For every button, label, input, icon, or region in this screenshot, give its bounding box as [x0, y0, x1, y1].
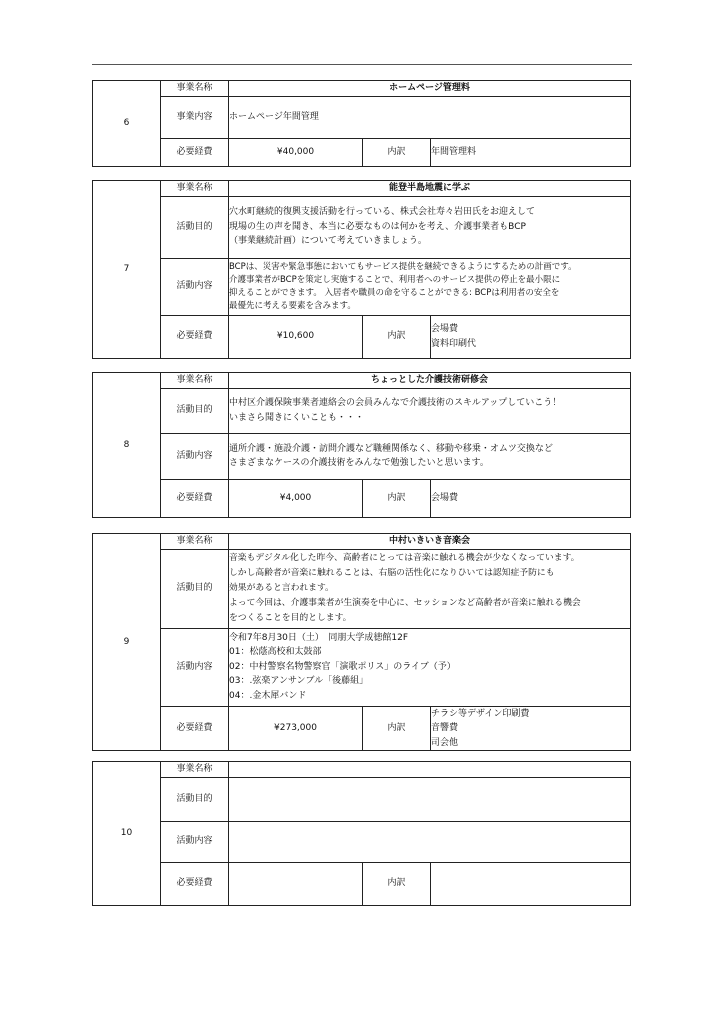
project-title: ちょっとした介護技術研修会	[229, 373, 631, 389]
text-line: チラシ等デザイン印刷費	[431, 708, 530, 719]
text-line: しかし高齢者が音楽に触れることは、右脳の活性化になりひいては認知症予防にも	[229, 568, 555, 578]
cost-label: 必要経費	[161, 862, 229, 905]
project-number: 8	[93, 373, 161, 518]
purpose-text	[229, 549, 631, 628]
purpose-text	[229, 777, 631, 821]
top-rule	[92, 64, 632, 65]
cost-amount: ¥4,000	[229, 479, 363, 517]
project-number: 9	[93, 534, 161, 751]
activity-label: 活動内容	[161, 821, 229, 862]
cost-label: 必要経費	[161, 315, 229, 358]
project-title: ホームページ管理料	[229, 81, 631, 97]
text-line: 中村区介護保険事業者連絡会の会員みんなで介護技術のスキルアップしていこう！	[229, 398, 562, 408]
breakdown-label: 内訳	[363, 138, 431, 166]
text-line: 最優先に考える要素を含みます。	[229, 300, 356, 311]
purpose-text	[229, 388, 631, 433]
project-name-label: 事業名称	[161, 762, 229, 778]
text-line: 現場の生の声を聞き、本当に必要なものは何かを考え、介護事業者もBCP	[229, 221, 526, 232]
text-line: 01：松蔭高校和太鼓部	[229, 647, 322, 658]
text-line: ホームページ年間管理	[229, 111, 319, 122]
text-line: 通所介護・施設介護・訪問介護など職種関係なく、移動や移乗・オムツ交換など	[229, 443, 553, 454]
project-title: 中村いきいき音楽会	[229, 534, 631, 550]
cost-label: 必要経費	[161, 138, 229, 166]
project-title	[229, 762, 631, 778]
cost-label: 必要経費	[161, 479, 229, 517]
project-block-8	[92, 372, 631, 518]
text-line: 司会他	[431, 737, 459, 748]
purpose-text	[229, 196, 631, 258]
breakdown-label: 内訳	[363, 479, 431, 517]
text-line: よって今回は、介護事業者が生演奏を中心に、セッションなど高齢者が音楽に触れる機会	[229, 598, 581, 608]
project-title: 能登半島地震に学ぶ	[229, 181, 631, 197]
text-line: 介護事業者がBCPを策定し実施することで、利用者へのサービス提供の停止を最小限に	[229, 274, 561, 285]
text-line: 令和7年8月30日（土） 同朋大学成徳館12F	[229, 632, 409, 643]
text-line: 03：.弦楽アンサンブル「後藤組」	[229, 676, 369, 687]
cost-amount: ¥273,000	[229, 706, 363, 751]
cost-label: 必要経費	[161, 706, 229, 751]
text-line: いまさら聞きにくいことも・・・	[229, 412, 365, 423]
project-name-label: 事業名称	[161, 181, 229, 197]
purpose-label: 活動目的	[161, 196, 229, 258]
text-line: 年間管理料	[431, 146, 477, 157]
cost-amount	[229, 862, 363, 905]
project-name-label: 事業名称	[161, 373, 229, 389]
breakdown-text	[431, 862, 631, 905]
purpose-label: 活動目的	[161, 388, 229, 433]
text-line: 資料印刷代	[431, 338, 477, 349]
project-name-label: 事業名称	[161, 534, 229, 550]
project-block-6	[92, 80, 631, 167]
project-number: 6	[93, 81, 161, 167]
activity-text	[229, 258, 631, 315]
project-block-7	[92, 180, 631, 359]
text-line: さまざまなケースの介護技術をみんなで勉強したいと思います。	[229, 458, 489, 468]
activity-label: 活動内容	[161, 433, 229, 479]
text-line: をつくることを目的とします。	[229, 613, 352, 623]
text-line: （事業継続計画）について考えていきましょう。	[229, 236, 427, 247]
purpose-label: 活動目的	[161, 777, 229, 821]
text-line: BCPは、災害や緊急事態においてもサービス提供を継続できるようにするための計画です。	[229, 261, 577, 272]
project-name-label: 事業名称	[161, 81, 229, 97]
activity-label: 活動内容	[161, 628, 229, 706]
purpose-label: 活動目的	[161, 549, 229, 628]
text-line: 効果があると言われます。	[229, 583, 334, 593]
breakdown-label: 内訳	[363, 315, 431, 358]
project-number: 10	[93, 762, 161, 906]
text-line: 音楽もデジタル化した昨今、高齢者にとっては音楽に触れる機会が少なくなっています。	[229, 553, 580, 563]
activity-label: 活動内容	[161, 258, 229, 315]
text-line: 02：中村警察名物警察官「演歌ポリス」のライブ（予）	[229, 661, 456, 672]
breakdown-label: 内訳	[363, 862, 431, 905]
activity-text	[229, 628, 631, 706]
text-line: 抑えることができます。 入居者や職員の命を守ることができる: BCPは利用者の安全を	[229, 287, 560, 298]
breakdown-text	[431, 706, 631, 751]
project-content-text	[229, 96, 631, 138]
breakdown-text	[431, 315, 631, 358]
cost-amount: ¥40,000	[229, 138, 363, 166]
activity-text	[229, 433, 631, 479]
text-line: 04：.金木犀バンド	[229, 690, 307, 701]
breakdown-text	[431, 479, 631, 517]
text-line: 会場費	[431, 324, 459, 334]
text-line: 会場費	[431, 492, 459, 503]
breakdown-label: 内訳	[363, 706, 431, 751]
text-line: 穴水町継続的復興支援活動を行っている、株式会社寿々岩田氏をお迎えして	[229, 207, 536, 218]
project-block-10	[92, 761, 631, 906]
project-number: 7	[93, 181, 161, 359]
cost-amount: ¥10,600	[229, 315, 363, 358]
project-block-9	[92, 533, 631, 751]
breakdown-text	[431, 138, 631, 166]
project-content-label: 事業内容	[161, 96, 229, 138]
activity-text	[229, 821, 631, 862]
text-line: 音響費	[431, 723, 459, 733]
